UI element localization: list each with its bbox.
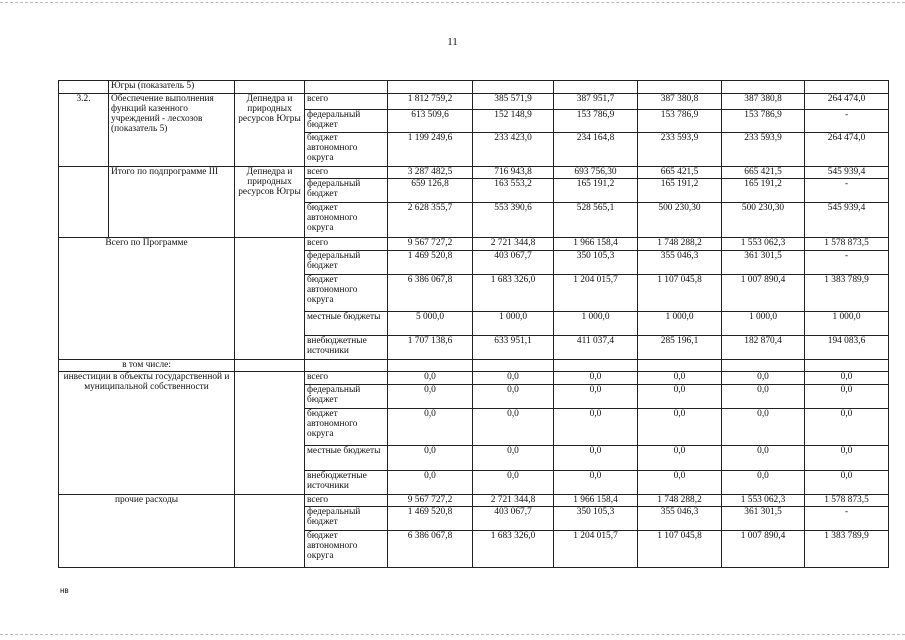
value-cell: 633 951,1 xyxy=(473,336,554,360)
value-cell: 0,0 xyxy=(554,446,638,471)
value-cell: 1 683 326,0 xyxy=(473,531,554,568)
value-cell: 9 567 727,2 xyxy=(388,495,473,507)
table-cell xyxy=(722,360,805,372)
value-cell: 153 786,9 xyxy=(722,110,805,133)
source-label: бюджет автономного округа xyxy=(305,531,388,568)
value-cell: 165 191,2 xyxy=(554,179,638,203)
value-cell: 1 383 789,9 xyxy=(805,275,889,312)
table-cell xyxy=(473,360,554,372)
page-number: 11 xyxy=(447,36,458,48)
value-cell: 3 287 482,5 xyxy=(388,167,473,179)
executor: Депнедра и природных ресурсов Югры xyxy=(235,94,305,167)
value-cell: 693 756,30 xyxy=(554,167,638,179)
value-cell: 0,0 xyxy=(388,446,473,471)
table-cell xyxy=(638,360,722,372)
value-cell: 0,0 xyxy=(473,471,554,495)
value-cell: 1 007 890,4 xyxy=(722,531,805,568)
activity-name: Обеспечение выполнения функций казенного учреждений - лесхозов (показатель 5) xyxy=(109,94,235,167)
value-cell: 355 046,3 xyxy=(638,507,722,531)
value-cell: 716 943,8 xyxy=(473,167,554,179)
value-cell: 0,0 xyxy=(388,409,473,446)
source-label: бюджет автономного округа xyxy=(305,275,388,312)
source-label: всего xyxy=(305,372,388,385)
value-cell: 0,0 xyxy=(805,409,889,446)
table-cell xyxy=(59,81,109,94)
source-label: всего xyxy=(305,94,388,110)
executor: Депнедра и природных ресурсов Югры xyxy=(235,167,305,238)
value-cell: 1 000,0 xyxy=(554,312,638,336)
value-cell: 545 939,4 xyxy=(805,203,889,238)
table-row xyxy=(59,167,889,179)
value-cell: 1 383 789,9 xyxy=(805,531,889,568)
value-cell: 0,0 xyxy=(722,409,805,446)
value-cell: 659 126,8 xyxy=(388,179,473,203)
table-cell xyxy=(388,81,473,94)
value-cell: 350 105,3 xyxy=(554,507,638,531)
table-cell xyxy=(554,360,638,372)
value-cell: 1 000,0 xyxy=(473,312,554,336)
source-label: внебюджетные источники xyxy=(305,471,388,495)
value-cell: 1 199 249,6 xyxy=(388,133,473,167)
table-cell xyxy=(59,167,109,238)
activity-name: инвестиции в объекты государственной и муниципальной собственности xyxy=(59,372,235,495)
value-cell: 5 000,0 xyxy=(388,312,473,336)
source-label: бюджет автономного округа xyxy=(305,203,388,238)
value-cell: 264 474,0 xyxy=(805,94,889,110)
value-cell: 0,0 xyxy=(554,471,638,495)
value-cell: 0,0 xyxy=(638,385,722,409)
activity-name: прочие расходы xyxy=(59,495,235,568)
value-cell: 387 380,8 xyxy=(722,94,805,110)
value-cell: 0,0 xyxy=(805,385,889,409)
value-cell: 0,0 xyxy=(388,385,473,409)
value-cell: 387 380,8 xyxy=(638,94,722,110)
value-cell: 1 204 015,7 xyxy=(554,275,638,312)
source-label: всего xyxy=(305,167,388,179)
footer-mark: нв xyxy=(60,586,69,595)
table-cell xyxy=(305,360,388,372)
value-cell: 613 509,6 xyxy=(388,110,473,133)
table-cell xyxy=(805,360,889,372)
value-cell: 1 966 158,4 xyxy=(554,238,638,251)
source-label: федеральный бюджет xyxy=(305,507,388,531)
table-row xyxy=(59,94,889,110)
table-cell xyxy=(235,360,305,372)
value-cell: 0,0 xyxy=(388,372,473,385)
value-cell: 528 565,1 xyxy=(554,203,638,238)
value-cell: 350 105,3 xyxy=(554,251,638,275)
value-cell: 233 423,0 xyxy=(473,133,554,167)
source-label: местные бюджеты xyxy=(305,446,388,471)
value-cell: 0,0 xyxy=(722,471,805,495)
value-cell: 1 812 759,2 xyxy=(388,94,473,110)
value-cell: 1 007 890,4 xyxy=(722,275,805,312)
table-row xyxy=(59,360,889,372)
value-cell: 2 721 344,8 xyxy=(473,495,554,507)
value-cell: 1 578 873,5 xyxy=(805,238,889,251)
value-cell: 152 148,9 xyxy=(473,110,554,133)
value-cell: 0,0 xyxy=(805,446,889,471)
value-cell: 153 786,9 xyxy=(554,110,638,133)
value-cell: 403 067,7 xyxy=(473,251,554,275)
value-cell: 1 966 158,4 xyxy=(554,495,638,507)
table-cell xyxy=(722,81,805,94)
value-cell: 165 191,2 xyxy=(722,179,805,203)
value-cell: 1 204 015,7 xyxy=(554,531,638,568)
value-cell: 1 578 873,5 xyxy=(805,495,889,507)
value-cell: 0,0 xyxy=(554,385,638,409)
table-cell xyxy=(235,372,305,495)
value-cell: 0,0 xyxy=(473,409,554,446)
value-cell: - xyxy=(805,507,889,531)
value-cell: 1 469 520,8 xyxy=(388,251,473,275)
table-row xyxy=(59,372,889,385)
value-cell: 1 000,0 xyxy=(805,312,889,336)
value-cell: 233 593,9 xyxy=(638,133,722,167)
value-cell: 163 553,2 xyxy=(473,179,554,203)
table-cell xyxy=(235,238,305,360)
scan-top-edge xyxy=(0,2,905,3)
value-cell: 1 707 138,6 xyxy=(388,336,473,360)
value-cell: 0,0 xyxy=(388,471,473,495)
source-label: федеральный бюджет xyxy=(305,385,388,409)
value-cell: 2 628 355,7 xyxy=(388,203,473,238)
source-label: федеральный бюджет xyxy=(305,110,388,133)
source-label: бюджет автономного округа xyxy=(305,133,388,167)
value-cell: 0,0 xyxy=(554,409,638,446)
table-cell xyxy=(638,81,722,94)
value-cell: 1 107 045,8 xyxy=(638,531,722,568)
value-cell: 1 683 326,0 xyxy=(473,275,554,312)
value-cell: 1 469 520,8 xyxy=(388,507,473,531)
value-cell: 1 553 062,3 xyxy=(722,238,805,251)
value-cell: 0,0 xyxy=(805,372,889,385)
table-cell xyxy=(235,495,305,568)
value-cell: 233 593,9 xyxy=(722,133,805,167)
table-cell xyxy=(235,81,305,94)
value-cell: 385 571,9 xyxy=(473,94,554,110)
value-cell: 361 301,5 xyxy=(722,507,805,531)
table-cell xyxy=(805,81,889,94)
value-cell: 361 301,5 xyxy=(722,251,805,275)
value-cell: 0,0 xyxy=(722,385,805,409)
table-cell xyxy=(305,81,388,94)
program-finance-table xyxy=(58,80,889,568)
table-cell xyxy=(473,81,554,94)
table-cell xyxy=(388,360,473,372)
value-cell: 0,0 xyxy=(554,372,638,385)
value-cell: 1 107 045,8 xyxy=(638,275,722,312)
value-cell: 665 421,5 xyxy=(638,167,722,179)
value-cell: 165 191,2 xyxy=(638,179,722,203)
activity-name: Итого по подпрограмме III xyxy=(109,167,235,238)
value-cell: 0,0 xyxy=(722,372,805,385)
value-cell: 355 046,3 xyxy=(638,251,722,275)
value-cell: 411 037,4 xyxy=(554,336,638,360)
row-number: 3.2. xyxy=(59,94,109,167)
value-cell: 1 748 288,2 xyxy=(638,495,722,507)
value-cell: 0,0 xyxy=(473,446,554,471)
value-cell: 6 386 067,8 xyxy=(388,275,473,312)
value-cell: 1 748 288,2 xyxy=(638,238,722,251)
value-cell: 553 390,6 xyxy=(473,203,554,238)
value-cell: 403 067,7 xyxy=(473,507,554,531)
source-label: федеральный бюджет xyxy=(305,251,388,275)
value-cell: 0,0 xyxy=(722,446,805,471)
value-cell: 6 386 067,8 xyxy=(388,531,473,568)
source-label: всего xyxy=(305,495,388,507)
value-cell: 1 000,0 xyxy=(722,312,805,336)
value-cell: 2 721 344,8 xyxy=(473,238,554,251)
source-label: федеральный бюджет xyxy=(305,179,388,203)
value-cell: 264 474,0 xyxy=(805,133,889,167)
value-cell: 500 230,30 xyxy=(638,203,722,238)
value-cell: 285 196,1 xyxy=(638,336,722,360)
value-cell: 0,0 xyxy=(638,471,722,495)
activity-name: Всего по Программе xyxy=(59,238,235,360)
value-cell: 9 567 727,2 xyxy=(388,238,473,251)
value-cell: 500 230,30 xyxy=(722,203,805,238)
value-cell: 1 553 062,3 xyxy=(722,495,805,507)
value-cell: 1 000,0 xyxy=(638,312,722,336)
table-row xyxy=(59,495,889,507)
activity-name: Югры (показатель 5) xyxy=(109,81,235,94)
source-label: местные бюджеты xyxy=(305,312,388,336)
value-cell: 0,0 xyxy=(473,372,554,385)
value-cell: 153 786,9 xyxy=(638,110,722,133)
value-cell: 0,0 xyxy=(638,446,722,471)
value-cell: 387 951,7 xyxy=(554,94,638,110)
value-cell: 194 083,6 xyxy=(805,336,889,360)
subtotal-caption: в том числе: xyxy=(59,360,235,372)
value-cell: 545 939,4 xyxy=(805,167,889,179)
table-row xyxy=(59,81,889,94)
value-cell: 0,0 xyxy=(638,372,722,385)
value-cell: 234 164,8 xyxy=(554,133,638,167)
value-cell: - xyxy=(805,251,889,275)
source-label: внебюджетные источники xyxy=(305,336,388,360)
value-cell: 182 870,4 xyxy=(722,336,805,360)
source-label: бюджет автономного округа xyxy=(305,409,388,446)
value-cell: 0,0 xyxy=(473,385,554,409)
scan-bottom-edge xyxy=(0,634,905,635)
value-cell: - xyxy=(805,110,889,133)
value-cell: 0,0 xyxy=(805,471,889,495)
table-row xyxy=(59,238,889,251)
table-cell xyxy=(554,81,638,94)
value-cell: 665 421,5 xyxy=(722,167,805,179)
value-cell: - xyxy=(805,179,889,203)
value-cell: 0,0 xyxy=(638,409,722,446)
source-label: всего xyxy=(305,238,388,251)
